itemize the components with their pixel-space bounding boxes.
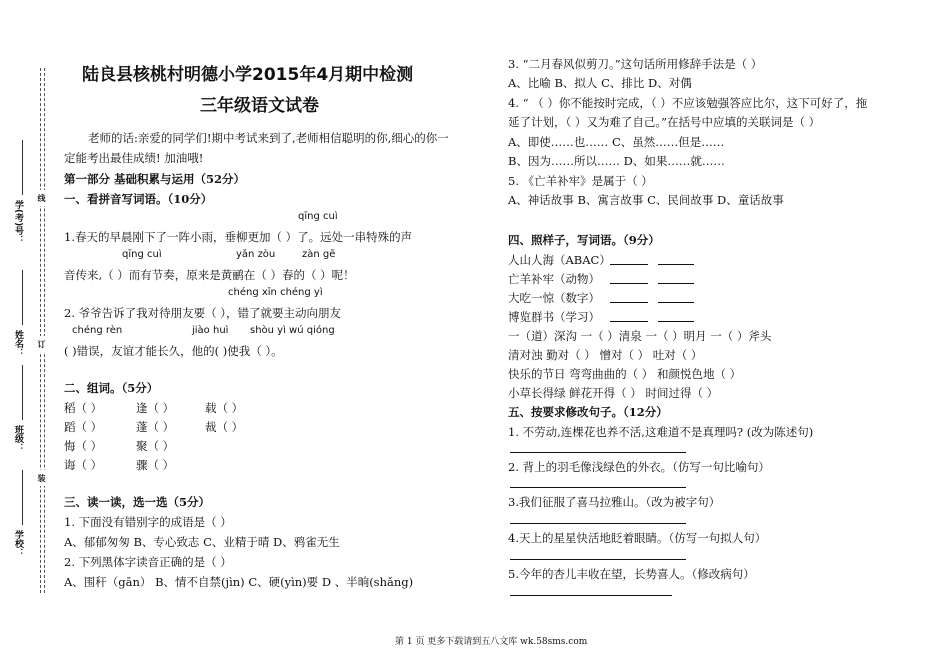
part1-heading: 第一部分 基础积累与运用（52分） bbox=[64, 172, 246, 186]
q3-item: 1. 下面没有错别字的成语是（ ） bbox=[64, 515, 232, 529]
q5-answer-line[interactable] bbox=[510, 487, 686, 488]
q4-opposites: 清对浊 勤对（ ） 憎对（ ） 吐对（ ） bbox=[508, 348, 703, 362]
exam-title: 陆良县核桃村明德小学2015年4月期中检测 bbox=[82, 65, 414, 85]
q1-pinyin-2b: yǎn zòu bbox=[236, 249, 276, 260]
q2-cell: 诲（ ） bbox=[64, 458, 103, 472]
q2-cell: 裁（ ） bbox=[205, 420, 244, 434]
q2-cell: 逢（ ） bbox=[136, 401, 175, 415]
binding-line-inner bbox=[44, 68, 45, 593]
q2-cell: 稻（ ） bbox=[64, 401, 103, 415]
binding-line-outer bbox=[40, 68, 41, 593]
class-blank bbox=[22, 365, 23, 420]
q5-item: 3.我们征服了喜马拉雅山。（改为被字句） bbox=[508, 495, 721, 509]
q4-answer-line[interactable] bbox=[610, 302, 648, 303]
q5-item: 4.天上的星星快活地眨着眼睛。（仿写一句拟人句） bbox=[508, 531, 767, 545]
q4-answer-line[interactable] bbox=[658, 264, 694, 265]
q3-item: A、比喻 B、拟人 C、排比 D、对偶 bbox=[508, 76, 692, 90]
q4-answer-line[interactable] bbox=[610, 283, 648, 284]
q3-item: 5. 《亡羊补牢》是属于（ ） bbox=[508, 174, 653, 188]
q2-cell: 载（ ） bbox=[205, 401, 244, 415]
q3-item: A、郁郁匆匆 B、专心致志 C、业精于晴 D、鸦雀无生 bbox=[64, 535, 340, 549]
q4-phrases-1: 快乐的节日 弯弯曲曲的（ ） 和颜悦色地（ ） bbox=[508, 367, 742, 381]
q1-pinyin-4c: shòu yì wú qióng bbox=[250, 325, 335, 336]
q3-item: B、因为……所以…… D、如果……就…… bbox=[508, 154, 725, 168]
label-class: 班级： bbox=[13, 425, 23, 452]
q2-cell: 骤（ ） bbox=[136, 458, 175, 472]
q5-item: 5.今年的杏儿丰收在望，长势喜人。（修改病句） bbox=[508, 567, 755, 581]
cut-mark-bind: 订 bbox=[37, 336, 47, 352]
q1-pinyin-3: chéng xīn chéng yì bbox=[228, 287, 323, 298]
q5-answer-line[interactable] bbox=[510, 523, 686, 524]
q3-item: 2. 下列黑体字读音正确的是（ ） bbox=[64, 555, 232, 569]
q3-item: 4. “ （ ）你不能按时完成，（ ）不应该勉强答应比尔，这下可好了，拖 bbox=[508, 96, 868, 110]
q3-item: 延了计划，（ ）又为难了自己。”在括号中应填的关联词是（ ） bbox=[508, 115, 821, 129]
q5-heading: 五、按要求修改句子。（12分） bbox=[508, 405, 668, 419]
q5-answer-line[interactable] bbox=[510, 559, 686, 560]
q3-item: 3. “二月春风似剪刀。”这句话所用修辞手法是（ ） bbox=[508, 57, 763, 71]
q4-item: 博览群书（学习） bbox=[508, 310, 600, 324]
q4-answer-line[interactable] bbox=[610, 321, 648, 322]
label-student-id: 学(考)号： bbox=[13, 200, 23, 245]
q2-cell: 蹈（ ） bbox=[64, 420, 103, 434]
q1-sentence-1: 1.春天的早晨刚下了一阵小雨，垂柳更加（ ）了。远处一串特殊的声 bbox=[64, 230, 413, 244]
label-name: 姓名： bbox=[13, 330, 23, 357]
q1-pinyin-1: qīng cuì bbox=[298, 211, 338, 222]
label-school: 学校： bbox=[13, 530, 23, 557]
q4-item: 大吃一惊（数字） bbox=[508, 291, 600, 305]
q3-item: A、围秆（gān） B、情不自禁(jìn) C、硬(yìn)要 D 、半晌(shǎng) bbox=[64, 575, 414, 589]
q1-sentence-3: 2. 爷爷告诉了我对待朋友要（ ），错了就要主动向朋友 bbox=[64, 306, 342, 320]
q4-answer-line[interactable] bbox=[658, 321, 694, 322]
intro-line-2: 定能考出最佳成绩! 加油哦! bbox=[64, 151, 204, 165]
page-footer: 第 1 页 更多下载请到五八文库 wk.58sms.com bbox=[395, 637, 588, 647]
q3-heading: 三、读一读，选一选（5分） bbox=[64, 495, 211, 509]
q1-pinyin-4b: jiào huì bbox=[192, 325, 229, 336]
q4-answer-line[interactable] bbox=[658, 302, 694, 303]
q1-pinyin-4a: chéng rèn bbox=[72, 325, 123, 336]
exam-subtitle: 三年级语文试卷 bbox=[200, 96, 319, 116]
q2-cell: 聚（ ） bbox=[136, 439, 175, 453]
q2-heading: 二、组词。（5分） bbox=[64, 381, 159, 395]
school-blank bbox=[22, 470, 23, 525]
cut-mark-pack: 装 bbox=[37, 470, 47, 486]
q5-item: 2. 背上的羽毛像浅绿色的外衣。（仿写一句比喻句） bbox=[508, 460, 770, 474]
q2-cell: 悔（ ） bbox=[64, 439, 103, 453]
q1-sentence-4: ( )错误，友谊才能长久，他的( )使我（ ）。 bbox=[64, 344, 283, 358]
intro-line-1: 老师的话:亲爱的同学们!期中考试来到了,老师相信聪明的你,细心的你一 bbox=[88, 131, 449, 145]
q2-cell: 蓬（ ） bbox=[136, 420, 175, 434]
q4-measure-words: 一（道）深沟 一（ ）清泉 一（ ）明月 一（ ）斧头 bbox=[508, 329, 772, 343]
student-id-blank bbox=[22, 140, 23, 195]
q4-item: 亡羊补牢（动物） bbox=[508, 272, 600, 286]
q5-answer-line[interactable] bbox=[510, 595, 672, 596]
q4-phrases-2: 小草长得绿 鲜花开得（ ） 时间过得（ ） bbox=[508, 386, 719, 400]
q1-pinyin-2c: zàn gē bbox=[302, 249, 336, 260]
q4-heading: 四、照样子，写词语。（9分） bbox=[508, 233, 660, 247]
q3-item: A、神话故事 B、寓言故事 C、民间故事 D、童话故事 bbox=[508, 193, 784, 207]
q3-item: A、即使……也…… C、虽然……但是…… bbox=[508, 135, 725, 149]
q1-sentence-2: 音传来,（ ）而有节奏，原来是黄鹂在（ ）春的（ ）呢！ bbox=[64, 268, 355, 282]
name-blank bbox=[22, 270, 23, 325]
q5-item: 1. 不劳动,连棵花也养不活,这难道不是真理吗? (改为陈述句) bbox=[508, 425, 814, 439]
cut-mark-line: 线 bbox=[37, 190, 47, 206]
q1-heading: 一、看拼音写词语。（10分） bbox=[64, 192, 213, 206]
q5-answer-line[interactable] bbox=[510, 452, 686, 453]
q4-answer-line[interactable] bbox=[658, 283, 694, 284]
q4-answer-line[interactable] bbox=[610, 264, 648, 265]
q4-item: 人山人海（ABAC） bbox=[508, 253, 611, 267]
q1-pinyin-2a: qīng cuì bbox=[122, 249, 162, 260]
